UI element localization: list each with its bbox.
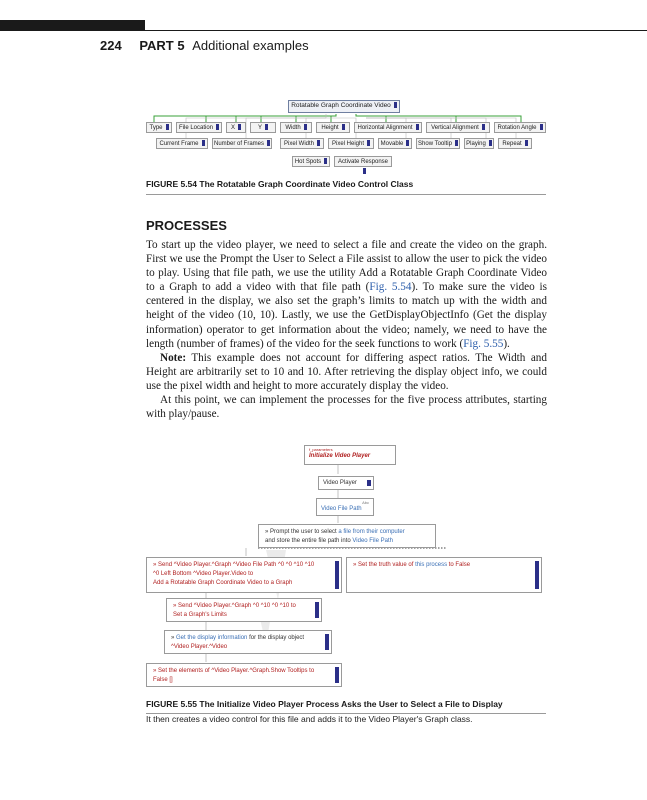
- attribute-box: [328, 138, 374, 149]
- port-knob: [342, 124, 345, 130]
- attribute-box: [280, 122, 312, 133]
- figure-5-54: [146, 96, 546, 176]
- figure-5-55-caption-text: It then creates a video control for this file and adds it to the Video Player's Graph class.: [146, 714, 473, 724]
- port-knob: [535, 561, 539, 589]
- send1-line-1: » Send ^Video Player.^Graph ^Video File Path ^0 ^0 ^10 ^10: [153, 562, 315, 568]
- send-graph-limits-box: [166, 598, 322, 622]
- header-rule: [0, 30, 647, 31]
- figure-link-5-55[interactable]: Fig. 5.55: [463, 337, 504, 350]
- figure-5-55: [146, 440, 546, 695]
- attribute-label: Activate Response: [337, 159, 389, 165]
- attribute-label: Vertical Alignment: [431, 125, 479, 131]
- note-text: This example does not account for differing aspect ratios. The Width and Height are arbitrarily set to 10 and 10. After retrieving the display object info, we could use the pixel width and height to more accurately display the video.: [146, 351, 547, 392]
- attribute-label: Y: [257, 125, 262, 131]
- attribute-label: Horizontal Alignment: [357, 125, 413, 131]
- port-knob: [335, 667, 339, 683]
- port-knob: [216, 124, 219, 130]
- body-text: [146, 238, 547, 421]
- attribute-label: Type: [149, 125, 163, 131]
- video-player-label: Video Player: [323, 480, 357, 486]
- port-knob: [267, 140, 270, 146]
- attribute-label: Pixel Width: [283, 141, 314, 147]
- port-knob: [394, 102, 397, 108]
- paragraph-3: At this point, we can implement the processes for the five process attributes, starting with play/pause.: [146, 394, 547, 421]
- port-knob: [335, 561, 339, 589]
- port-knob: [324, 158, 327, 164]
- port-knob: [265, 124, 268, 130]
- abc-tag: Abc: [362, 500, 369, 505]
- truth-line: » Set the truth value of this process to False: [353, 562, 471, 568]
- port-knob: [367, 480, 371, 486]
- attribute-label: Width: [285, 125, 301, 131]
- attribute-label: Repeat: [502, 141, 522, 147]
- attribute-box: [176, 122, 222, 133]
- prompt-line-2: [265, 537, 425, 546]
- send2-line-2: Set a Graph's Limits: [173, 612, 227, 618]
- attribute-box: [226, 122, 246, 133]
- prompt-text-d: Video File Path: [352, 538, 393, 544]
- port-knob: [238, 124, 241, 130]
- p1-part-a: To start up the video player, we need to select a file and create the video on the graph. First we use the Prompt the User to Select a File assist to allow the user to pick the video to play. Using that file path, we use the utility Add a Rotatable Graph Coordinate Video to a Graph to add a video with that file path (: [146, 239, 547, 294]
- attribute-label: Playing: [466, 141, 486, 147]
- attribute-box: [292, 156, 330, 167]
- get-display-info-box: [164, 630, 332, 654]
- send-add-video-box: [146, 557, 342, 593]
- port-knob: [406, 140, 409, 146]
- port-knob: [489, 140, 492, 146]
- attribute-box: [464, 138, 494, 149]
- figure-5-55-caption: FIGURE 5.55 The Initialize Video Player Process Asks the User to Select a File to Display: [146, 699, 503, 709]
- port-knob: [482, 124, 485, 130]
- get-text-b: for the display object: [249, 635, 305, 641]
- send2-line-1: » Send ^Video Player.^Graph ^0 ^10 ^0 ^10 to: [173, 603, 296, 609]
- port-knob: [367, 140, 370, 146]
- port-knob: [363, 168, 366, 174]
- truth-text-c: to False: [448, 562, 471, 568]
- send1-line-2: ^0 Left Bottom ^Video Player.Video to: [153, 571, 254, 577]
- port-knob: [540, 124, 543, 130]
- attribute-label: Rotation Angle: [497, 125, 537, 131]
- send1-text-1: Send ^Video Player.^Graph ^Video File Path ^0 ^0 ^10 ^10: [158, 562, 315, 568]
- port-knob: [317, 140, 320, 146]
- p1-part-c: ).: [503, 337, 510, 350]
- paragraph-1: [146, 238, 547, 351]
- get-line-1: » Get the display information for the display object: [171, 635, 305, 641]
- attribute-label: Pixel Height: [331, 141, 364, 147]
- set-line-2: False []: [153, 677, 173, 683]
- attribute-box: [250, 122, 276, 133]
- attribute-box: [378, 138, 412, 149]
- section-heading: PROCESSES: [146, 218, 227, 233]
- attribute-box: [494, 122, 546, 133]
- truth-value-box: [346, 557, 542, 593]
- port-knob: [455, 140, 458, 146]
- caption-rule: [146, 194, 546, 195]
- port-knob: [525, 140, 528, 146]
- class-title-box: [288, 100, 400, 113]
- get-line-2: ^Video Player.^Video: [171, 644, 228, 650]
- attribute-label: Number of Frames: [213, 141, 264, 147]
- attribute-box: [156, 138, 208, 149]
- port-knob: [202, 140, 205, 146]
- port-knob: [416, 124, 419, 130]
- video-file-path-box: [316, 498, 374, 516]
- prompt-text-c: and store the entire file path into: [265, 538, 351, 544]
- port-knob: [315, 602, 319, 618]
- running-header: [100, 38, 309, 53]
- note-label: Note:: [160, 351, 187, 364]
- attribute-label: Current Frame: [159, 141, 199, 147]
- attribute-box: [212, 138, 272, 149]
- class-title: Rotatable Graph Coordinate Video: [291, 102, 391, 109]
- port-knob: [166, 124, 169, 130]
- attribute-box: [498, 138, 532, 149]
- prompt-line-1: » Prompt the user to select a file from their computer: [265, 529, 405, 535]
- attribute-box: [354, 122, 422, 133]
- set-tooltips-box: [146, 663, 342, 687]
- attribute-label: Show Tooltip: [418, 141, 452, 147]
- attribute-label: File Location: [178, 125, 214, 131]
- process-title: Initialize Video Player: [309, 453, 371, 459]
- truth-text-a: Set the truth value of: [358, 562, 414, 568]
- send1-line-3: Add a Rotatable Graph Coordinate Video to a Graph: [153, 580, 293, 586]
- video-file-path-label: Video File Path: [321, 506, 362, 512]
- attribute-label: Movable: [380, 141, 404, 147]
- paragraph-2: [146, 351, 547, 393]
- figure-link-5-54[interactable]: Fig. 5.54: [369, 281, 412, 294]
- attribute-box: [316, 122, 350, 133]
- attribute-box: [146, 122, 172, 133]
- part-label: PART 5: [139, 38, 185, 53]
- attribute-box: [426, 122, 490, 133]
- attribute-box: [334, 156, 392, 167]
- video-player-box: [318, 476, 374, 490]
- send2-text-1: Send ^Video Player.^Graph ^0 ^10 ^0 ^10 to: [178, 603, 296, 609]
- attribute-label: X: [230, 125, 235, 131]
- prompt-user-box: [258, 524, 436, 548]
- set-text-1: Set the elements of ^Video Player.^Graph.Show Tooltips to: [158, 668, 315, 674]
- set-line-1: » Set the elements of ^Video Player.^Graph.Show Tooltips to: [153, 668, 315, 674]
- prompt-text-a: Prompt the user to select: [270, 529, 337, 535]
- process-tag: f_parameters: [309, 447, 333, 452]
- figure-5-54-caption: FIGURE 5.54 The Rotatable Graph Coordinate Video Control Class: [146, 179, 414, 189]
- attribute-label: Height: [321, 125, 339, 131]
- port-knob: [304, 124, 307, 130]
- prompt-text-b: a file from their computer: [338, 529, 405, 535]
- p1-part-b: ). To make sure the video is centered in the display, we also set the graph’s limits to match up with the width and height of the video (10, 10). Lastly, we use the GetDisplayObjectInfo (Get the display information) operator to get information about the video; namely, we need to have the length (number of frames) of the video for the seek functions to work (: [146, 281, 547, 350]
- page-number: 224: [100, 38, 122, 53]
- attribute-box: [280, 138, 324, 149]
- port-knob: [325, 634, 329, 650]
- part-title: Additional examples: [192, 38, 309, 53]
- get-text-a: Get the display information: [176, 635, 248, 641]
- attribute-box: [416, 138, 460, 149]
- truth-text-b: this process: [415, 562, 448, 568]
- attribute-label: Hot Spots: [294, 159, 322, 165]
- process-title-box: [304, 445, 396, 465]
